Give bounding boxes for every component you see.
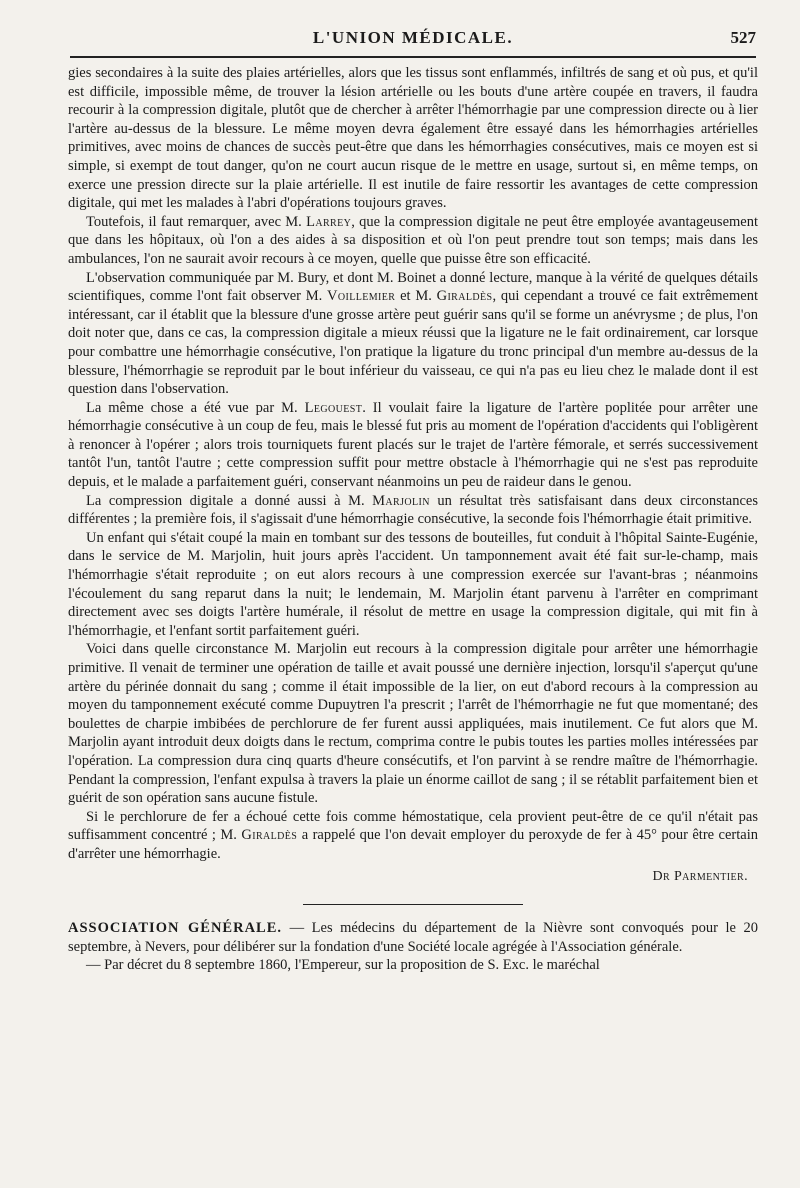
article-body: [68, 64, 758, 975]
page-header: [70, 28, 756, 52]
author-name: Voillemier: [327, 288, 396, 305]
paragraph-7: Voici dans quelle circonstance M. Marjolin eut recours à la compression digitale pour arrêter une hémorrhagie primitive. Il venait de terminer une opération de taille et avait poussé une dernière injection, lorsqu'il s'aperçut qu'une artère du périnée donnait du sang ; comme il était impossible de la lier, on eut d'abord recours à la compression au moyen du tamponnement exécuté comme Dupuytren l'a prescrit ; l'arrêt de l'hémorrhagie ne fut que momentané; des boulettes de charpie imbibées de perchlorure de fer furent aussi appliquées, mais inutilement. Ce fut alors que M. Marjolin ayant introduit deux doigts dans le rectum, comprima contre le pubis toutes les parties molles intéressées par l'opération. La compression dura cinq quarts d'heure consécutifs, et l'on parvint à se rendre maître de l'hémorrhagie. Pendant la compression, l'enfant expulsa à travers la plaie un énorme caillot de sang ; il se rétablit parfaitement bien et guérit de son opération sans aucune fistule.: [68, 641, 758, 807]
author-name: Larrey: [306, 213, 352, 230]
paragraph-4: La même chose a été vue par M. Legouest. Il voulait faire la ligature de l'artère poplitée pour arrêter une hémorrhagie consécutive à un coup de feu, mais le blessé fut pris au moment de l'opération d'accidents qui l'obligèrent à renoncer à l'opérer ; alors trois tourniquets furent placés sur le trajet de l'artère fémorale, et serrés successivement tantôt l'un, tantôt l'autre ; cette compression suffit pour mettre obstacle à l'hémorrhagie qui ne s'est pas reproduite depuis, et le malade a parfaitement guéri, conservant néanmoins un peu de raideur dans le genou.: [68, 399, 758, 491]
author-name: Legouest: [304, 399, 363, 416]
paragraph-3: L'observation communiquée par M. Bury, et dont M. Boinet a donné lecture, manque à la vérité de quelques détails scientifiques, comme l'ont fait observer M. Voillemier et M. Giraldès, qui cependant a trouvé ce fait extrêmement intéressant, car il établit que la blessure d'une grosse artère peut guérir sans qu'il se forme un anévrysme ; de plus, l'on doit noter que, dans ce cas, la compression digitale a mieux réussi que la ligature ne le fait ordinairement, car lorsque pour combattre une hémorrhagie consécutive, l'on pratique la ligature du tronc principal d'un membre au-dessus de la blessure, l'hémorrhagie se reproduit par le bout inférieur du vaisseau, ce qui n'a pas eu lieu chez le malade dont il est question dans l'observation.: [68, 269, 758, 398]
paragraph-5: La compression digitale a donné aussi à M. Marjolin un résultat très satisfaisant dans deux circonstances différentes ; la première fois, il s'agissait d'une hémorrhagie consécutive, la seconde fois l'hémorrhagie était primitive.: [68, 492, 758, 528]
paragraph-1: gies secondaires à la suite des plaies artérielles, alors que les tissus sont enflammés, infiltrés de sang et où pus, et qu'il est difficile, impossible même, de trouver la lésion artérielle ou les bouts d'une artère coupée en travers, il faudra recourir à la compression digitale, plutôt que de chercher à arrêter l'hémorrhagie par une compression directe ou à lier l'artère au-dessus de la blessure. Le même moyen devra également être essayé dans les hémorrhagies artérielles primitives, avec moins de chances de succès peut-être que dans les hémorrhagies consécutives, mais ce moyen est si simple, si exempt de tout danger, qu'on ne court aucun risque de le mettre en usage, surtout si, en même temps, on exerce une pression directe sur la plaie artérielle. Il est inutile de faire ressortir les avantages de cette compression digitale, qui met les malades à l'abri d'opérations toujours graves.: [68, 65, 758, 212]
journal-title: L'UNION MÉDICALE.: [312, 28, 514, 47]
paragraph-8: Si le perchlorure de fer a échoué cette fois comme hémostatique, cela provient peut-être de ce qu'il n'était pas suffisamment concentré ; M. Giraldès a rappelé que l'on devait employer du peroxyde de fer à 45° pour être certain d'arrêter une hémorrhagie.: [68, 808, 758, 862]
author-name: Marjolin: [372, 492, 430, 509]
page-number: 527: [730, 28, 756, 47]
paragraph-2: Toutefois, il faut remarquer, avec M. Larrey, que la compression digitale ne peut être employée avantageusement que dans les hôpitaux, où l'on a des aides à sa disposition et où l'on peut prendre tout son temps; mais dans les ambulances, l'on ne saurait avoir recours à ce moyen, quelle que puisse être son efficacité.: [68, 213, 759, 267]
section-divider: [303, 904, 523, 905]
author-name: Giraldès: [241, 827, 298, 844]
header-rule: [70, 56, 756, 58]
decree-line: — Par décret du 8 septembre 1860, l'Empereur, sur la proposition de S. Exc. le maréchal: [86, 957, 600, 974]
paragraph-6: Un enfant qui s'était coupé la main en tombant sur des tessons de bouteilles, fut conduit à l'hôpital Sainte-Eugénie, dans le service de M. Marjolin, huit jours après l'accident. Un tamponnement avait été fait sur-le-champ, mais l'hémorrhagie s'était reproduite ; on eut alors recours à une compression exercée sur l'avant-bras ; néanmoins l'écoulement du sang reparut dans la nuit; le lendemain, M. Marjolin étant parvenu à l'arrêter en comprimant directement avec ses doigts l'artère humérale, il résolut de mettre en usage la compression digitale, qui mit fin à l'hémorrhagie, et l'enfant sortit parfaitement guéri.: [68, 529, 758, 639]
signature: Dr Parmentier.: [652, 868, 748, 884]
association-label: ASSOCIATION GÉNÉRALE.: [68, 920, 283, 937]
author-name: Giraldès: [436, 288, 493, 305]
association-notice: ASSOCIATION GÉNÉRALE. — Les médecins du département de la Nièvre sont convoqués pour le 20 septembre, à Nevers, pour délibérer sur la fondation d'une Société locale agrégée à l'Association générale.: [68, 920, 758, 955]
